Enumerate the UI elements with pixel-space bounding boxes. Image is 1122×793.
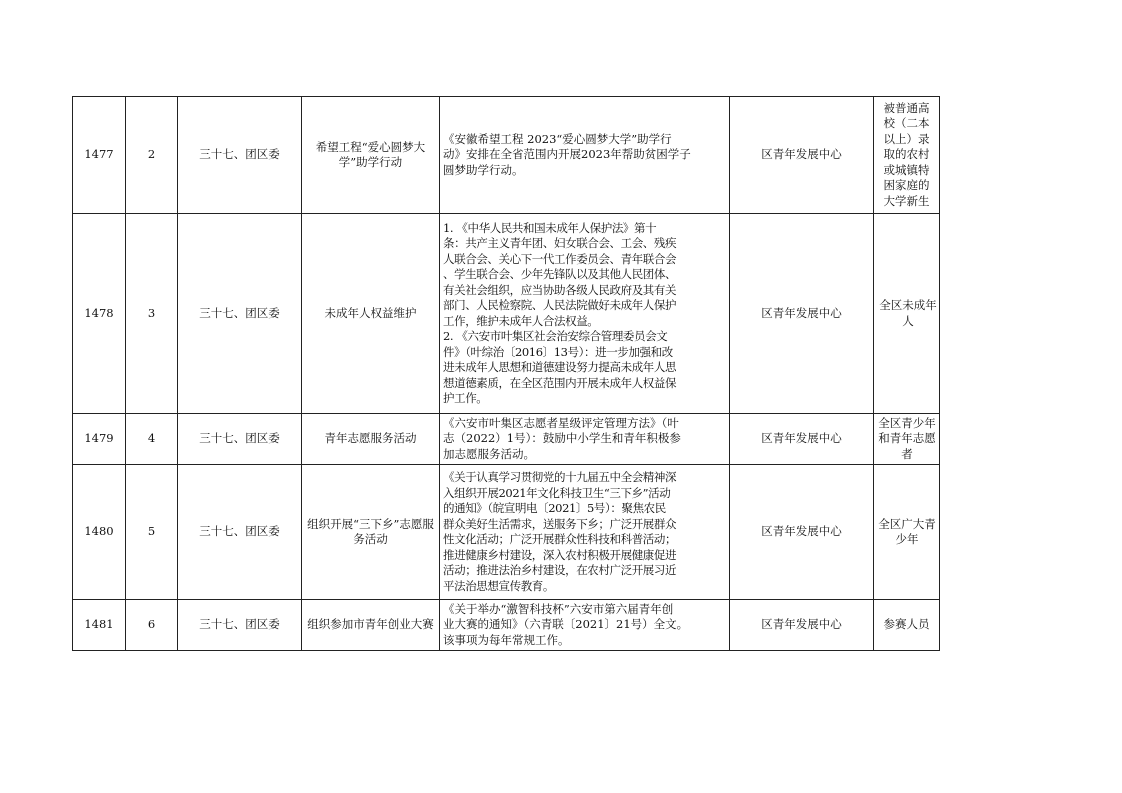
item-name: 未成年人权益维护 bbox=[324, 305, 417, 320]
basis-line: 《关于认真学习贯彻党的十九届五中全会精神深 bbox=[443, 470, 677, 484]
policy-basis-cell bbox=[440, 97, 730, 214]
basis-line: 条：共产主义青年团、妇女联合会、工会、残疾 bbox=[443, 236, 677, 250]
basis-line: 加志愿服务活动。 bbox=[443, 446, 535, 461]
target-group-cell bbox=[874, 465, 940, 600]
basis-line: 圆梦助学行动。 bbox=[443, 162, 524, 177]
sequence-number: 3 bbox=[126, 214, 178, 414]
target-group-cell bbox=[874, 414, 940, 465]
sequence-number: 2 bbox=[126, 97, 178, 214]
item-name-cell bbox=[302, 414, 440, 465]
item-name-cell bbox=[302, 97, 440, 214]
basis-line: 志（2022）1号）：鼓励中小学生和青年积极参 bbox=[443, 431, 681, 446]
table-row bbox=[73, 97, 940, 214]
basis-line: 工作，维护未成年人合法权益。 bbox=[443, 313, 599, 328]
basis-line: 《安徽希望工程 2023“爱心圆梦大学”助学行 bbox=[443, 131, 672, 146]
row-number: 1477 bbox=[73, 97, 126, 214]
target-group: 全区青少年和青年志愿者 bbox=[878, 415, 936, 461]
department-cell: 区青年发展中心 bbox=[730, 600, 874, 651]
target-group-cell bbox=[874, 600, 940, 651]
row-number: 1479 bbox=[73, 414, 126, 465]
department-cell: 区青年发展中心 bbox=[730, 97, 874, 214]
target-group-cell bbox=[874, 97, 940, 214]
basis-line: 人联合会、关心下一代工作委员会、青年联合会 bbox=[443, 251, 677, 266]
basis-line: 1. 《中华人民共和国未成年人保护法》第十 bbox=[443, 220, 657, 235]
basis-line: 护工作。 bbox=[443, 391, 488, 405]
basis-line: 有关社会组织，应当协助各级人民政府及其有关 bbox=[443, 282, 677, 297]
policy-table bbox=[72, 96, 940, 651]
table-row bbox=[73, 465, 940, 600]
basis-line: 的通知》（皖宣明电〔2021〕5号）：聚焦农民 bbox=[443, 501, 666, 515]
department-cell: 区青年发展中心 bbox=[730, 214, 874, 414]
sequence-number: 6 bbox=[126, 600, 178, 651]
table-row bbox=[73, 214, 940, 414]
basis-line: 活动；推进法治乡村建设，在农村广泛开展习近 bbox=[443, 563, 677, 577]
basis-line: 业大赛的通知》（六青联〔2021〕21号）全文。 bbox=[443, 617, 689, 632]
category-cell: 三十七、团区委 bbox=[178, 414, 302, 465]
category-cell: 三十七、团区委 bbox=[178, 214, 302, 414]
table-row bbox=[73, 600, 940, 651]
target-group: 被普通高校（二本以上）录取的农村或城镇特困家庭的大学新生 bbox=[883, 100, 930, 208]
basis-line: 群众美好生活需求，送服务下乡；广泛开展群众 bbox=[443, 516, 677, 531]
policy-basis-cell bbox=[440, 414, 730, 465]
basis-line: 动》安排在全省范围内开展2023年帮助贫困学子 bbox=[443, 147, 691, 162]
basis-line: 部门、人民检察院、人民法院做好未成年人保护 bbox=[443, 298, 677, 312]
basis-line: 该事项为每年常规工作。 bbox=[443, 632, 570, 647]
item-name-cell bbox=[302, 465, 440, 600]
item-name: 组织参加市青年创业大赛 bbox=[307, 617, 434, 632]
row-number: 1478 bbox=[73, 214, 126, 414]
department-cell: 区青年发展中心 bbox=[730, 414, 874, 465]
item-name: 组织开展“三下乡”志愿服务活动 bbox=[307, 516, 434, 546]
category-cell: 三十七、团区委 bbox=[178, 600, 302, 651]
department-cell: 区青年发展中心 bbox=[730, 465, 874, 600]
target-group: 参赛人员 bbox=[883, 617, 930, 632]
basis-line: 平法治思想宣传教育。 bbox=[443, 578, 554, 593]
item-name: 青年志愿服务活动 bbox=[324, 431, 417, 446]
row-number: 1480 bbox=[73, 465, 126, 600]
policy-basis-cell bbox=[440, 214, 730, 414]
target-group: 全区广大青少年 bbox=[878, 516, 936, 546]
basis-line: 、学生联合会、少年先锋队以及其他人民团体、 bbox=[443, 267, 677, 281]
sequence-number: 4 bbox=[126, 414, 178, 465]
basis-line: 入组织开展2021年文化科技卫生“三下乡”活动 bbox=[443, 485, 671, 500]
item-name: 希望工程“爱心圆梦大学”助学行动 bbox=[315, 139, 426, 169]
policy-basis-cell bbox=[440, 465, 730, 600]
basis-line: 《六安市叶集区志愿者星级评定管理方法》（叶 bbox=[443, 415, 679, 430]
basis-line: 推进健康乡村建设，深入农村积极开展健康促进 bbox=[443, 547, 677, 562]
item-name-cell bbox=[302, 600, 440, 651]
target-group: 全区未成年人 bbox=[879, 298, 937, 328]
target-group-cell bbox=[874, 214, 940, 414]
basis-line: 《关于举办“激智科技杯”六安市第六届青年创 bbox=[443, 601, 674, 616]
policy-basis-cell bbox=[440, 600, 730, 651]
item-name-cell bbox=[302, 214, 440, 414]
sequence-number: 5 bbox=[126, 465, 178, 600]
basis-line: 2. 《六安市叶集区社会治安综合管理委员会文 bbox=[443, 329, 668, 343]
table-row bbox=[73, 414, 940, 465]
row-number: 1481 bbox=[73, 600, 126, 651]
basis-line: 性文化活动；广泛开展群众性科技和科普活动； bbox=[443, 532, 677, 546]
category-cell: 三十七、团区委 bbox=[178, 465, 302, 600]
basis-line: 进未成年人思想和道德建设努力提高未成年人思 bbox=[443, 360, 677, 374]
basis-line: 想道德素质，在全区范围内开展未成年人权益保 bbox=[443, 375, 677, 390]
category-cell: 三十七、团区委 bbox=[178, 97, 302, 214]
basis-line: 件》（叶综治〔2016〕13号）：进一步加强和改 bbox=[443, 344, 673, 359]
